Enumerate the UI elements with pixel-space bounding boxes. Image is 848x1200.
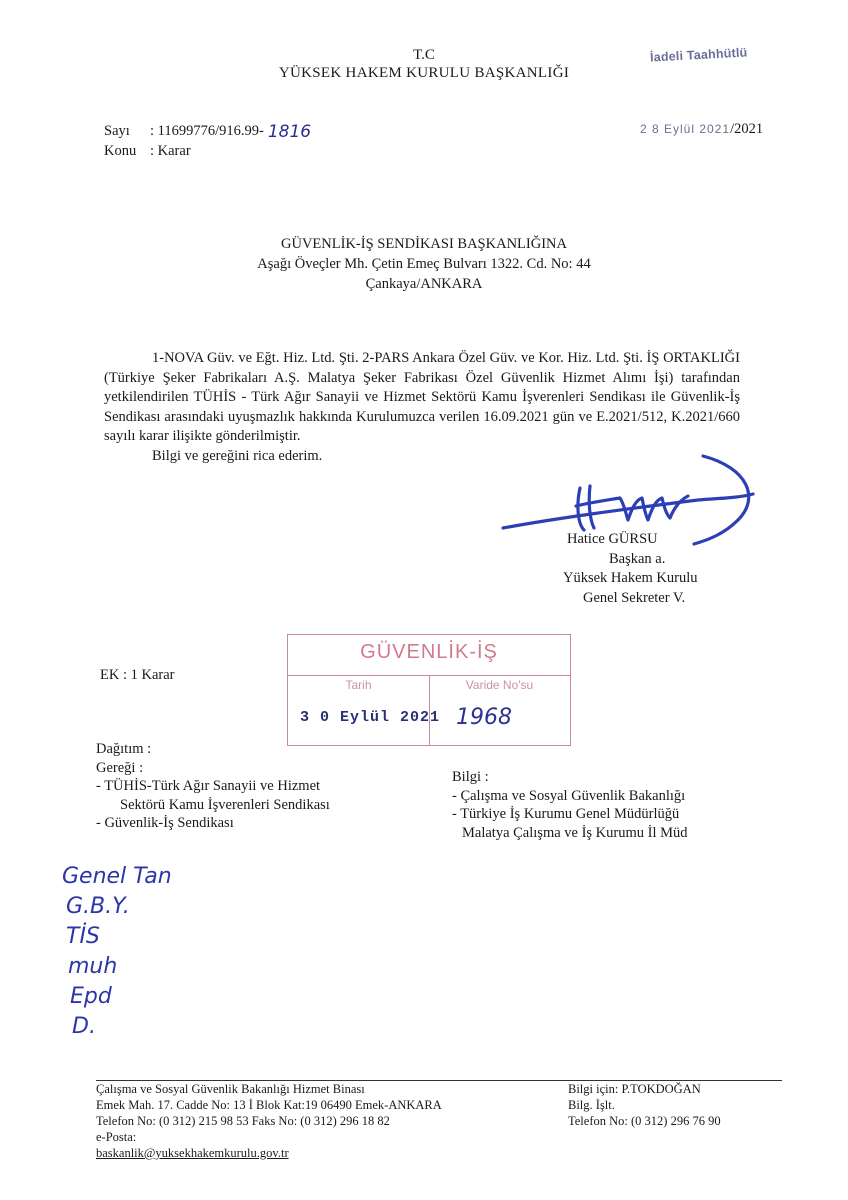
distribution-list	[96, 740, 330, 833]
footer-contact	[96, 1081, 442, 1161]
date-stamp: 2 8 Eylül 2021	[640, 122, 731, 136]
recipient-city: Çankaya/ANKARA	[365, 276, 483, 292]
document-date	[640, 121, 763, 138]
info-item: - Türkiye İş Kurumu Genel Müdürlüğü	[452, 806, 680, 822]
recipient-name: GÜVENLİK-İŞ SENDİKASI BAŞKANLIĞINA	[281, 236, 567, 252]
sayi-handwritten-number: 1816	[267, 122, 312, 142]
signatory-title: Başkan a.	[609, 550, 666, 567]
handwritten-line: Genel Tan	[62, 864, 172, 889]
signatory-position: Genel Sekreter V.	[583, 589, 686, 606]
footer-info-unit: Bilg. İşlt.	[568, 1098, 615, 1112]
footer-email-label: e-Posta:	[96, 1130, 137, 1144]
footer-info-person: Bilgi için: P.TOKDOĞAN	[568, 1082, 701, 1096]
received-stamp-number: 1968	[456, 705, 512, 730]
distribution-item: - Güvenlik-İş Sendikası	[96, 815, 234, 831]
received-stamp	[287, 634, 571, 746]
handwritten-line: G.B.Y.	[66, 894, 130, 919]
info-list	[452, 768, 688, 842]
registered-mail-stamp: İadeli Taahhütlü	[649, 45, 748, 65]
recipient-street: Aşağı Öveçler Mh. Çetin Emeç Bulvarı 1322. Cd. No: 44	[257, 256, 591, 272]
handwritten-line: Epd	[70, 984, 112, 1009]
footer-email-row	[96, 1129, 442, 1161]
sayi-label: Sayı	[104, 123, 130, 139]
distribution-item: Sektörü Kamu İşverenleri Sendikası	[120, 796, 330, 813]
body-paragraph: 1-NOVA Güv. ve Eğt. Hiz. Ltd. Şti. 2-PARS Ankara Özel Güv. ve Kor. Hiz. Ltd. Şti. İŞ ORTAKLIĞI (Türkiye Şeker Fabrikaları A.Ş. Malatya Şeker Fabrikası Özel Güvenlik Hizmet Alımı İşi) tarafından yetkilendirilen TÜHİS - Türk Ağır Sanayii ve Hizmet Sektörü Kamu İşverenleri Sendikası ile Güvenlik-İş Sendikası arasındaki uyuşmazlık hakkında Kurulumuzca verilen 16.09.2021 gün ve E.2021/512, K.2021/660 sayılı karar ilişikte gönderilmiştir.	[104, 350, 740, 444]
footer-phone: Telefon No: (0 312) 215 98 53 Faks No: (0 312) 296 18 82	[96, 1114, 390, 1128]
handwritten-line: muh	[68, 954, 118, 979]
attachment-note: EK : 1 Karar	[100, 667, 175, 683]
document-meta	[104, 121, 311, 161]
received-stamp-date: 3 0 Eylül 2021	[300, 709, 441, 726]
gereği-label: Gereği :	[96, 759, 144, 776]
info-item: Malatya Çalışma ve İş Kurumu İl Müd	[462, 824, 688, 841]
letterhead-institution: YÜKSEK HAKEM KURULU BAŞKANLIĞI	[278, 65, 570, 81]
footer-info-contact	[568, 1081, 721, 1129]
footer-building: Çalışma ve Sosyal Güvenlik Bakanlığı Hizmet Binası	[96, 1082, 365, 1096]
handwritten-note	[62, 862, 172, 1042]
date-suffix: /2021	[730, 121, 764, 137]
footer-email-link[interactable]: baskanlik@yuksekhakemkurulu.gov.tr	[96, 1146, 289, 1160]
footer-info-phone: Telefon No: (0 312) 296 76 90	[568, 1114, 721, 1128]
distribution-title: Dağıtım :	[96, 741, 152, 757]
body-closing: Bilgi ve gereğini rica ederim.	[152, 447, 323, 464]
footer-address: Emek Mah. 17. Cadde No: 13 İ Blok Kat:19 06490 Emek-ANKARA	[96, 1098, 442, 1112]
bilgi-label: Bilgi :	[452, 769, 489, 785]
recipient-address	[0, 234, 848, 294]
info-item: - Çalışma ve Sosyal Güvenlik Bakanlığı	[452, 787, 686, 804]
signatory-name: Hatice GÜRSU	[567, 531, 658, 547]
distribution-item: - TÜHİS-Türk Ağır Sanayii ve Hizmet	[96, 778, 321, 794]
received-stamp-org: GÜVENLİK-İŞ	[360, 641, 498, 663]
letterhead-tc: T.C	[413, 47, 435, 63]
konu-label: Konu	[104, 143, 137, 159]
handwritten-line: D.	[72, 1014, 96, 1039]
sayi-value: : 11699776/916.99-	[150, 123, 264, 139]
handwritten-line: TİS	[66, 924, 100, 949]
signatory-institution: Yüksek Hakem Kurulu	[563, 570, 698, 586]
received-stamp-number-label: Varide No'su	[465, 678, 534, 692]
signatory-block	[557, 530, 757, 608]
konu-value: : Karar	[150, 143, 191, 159]
received-stamp-date-label: Tarih	[345, 678, 372, 692]
